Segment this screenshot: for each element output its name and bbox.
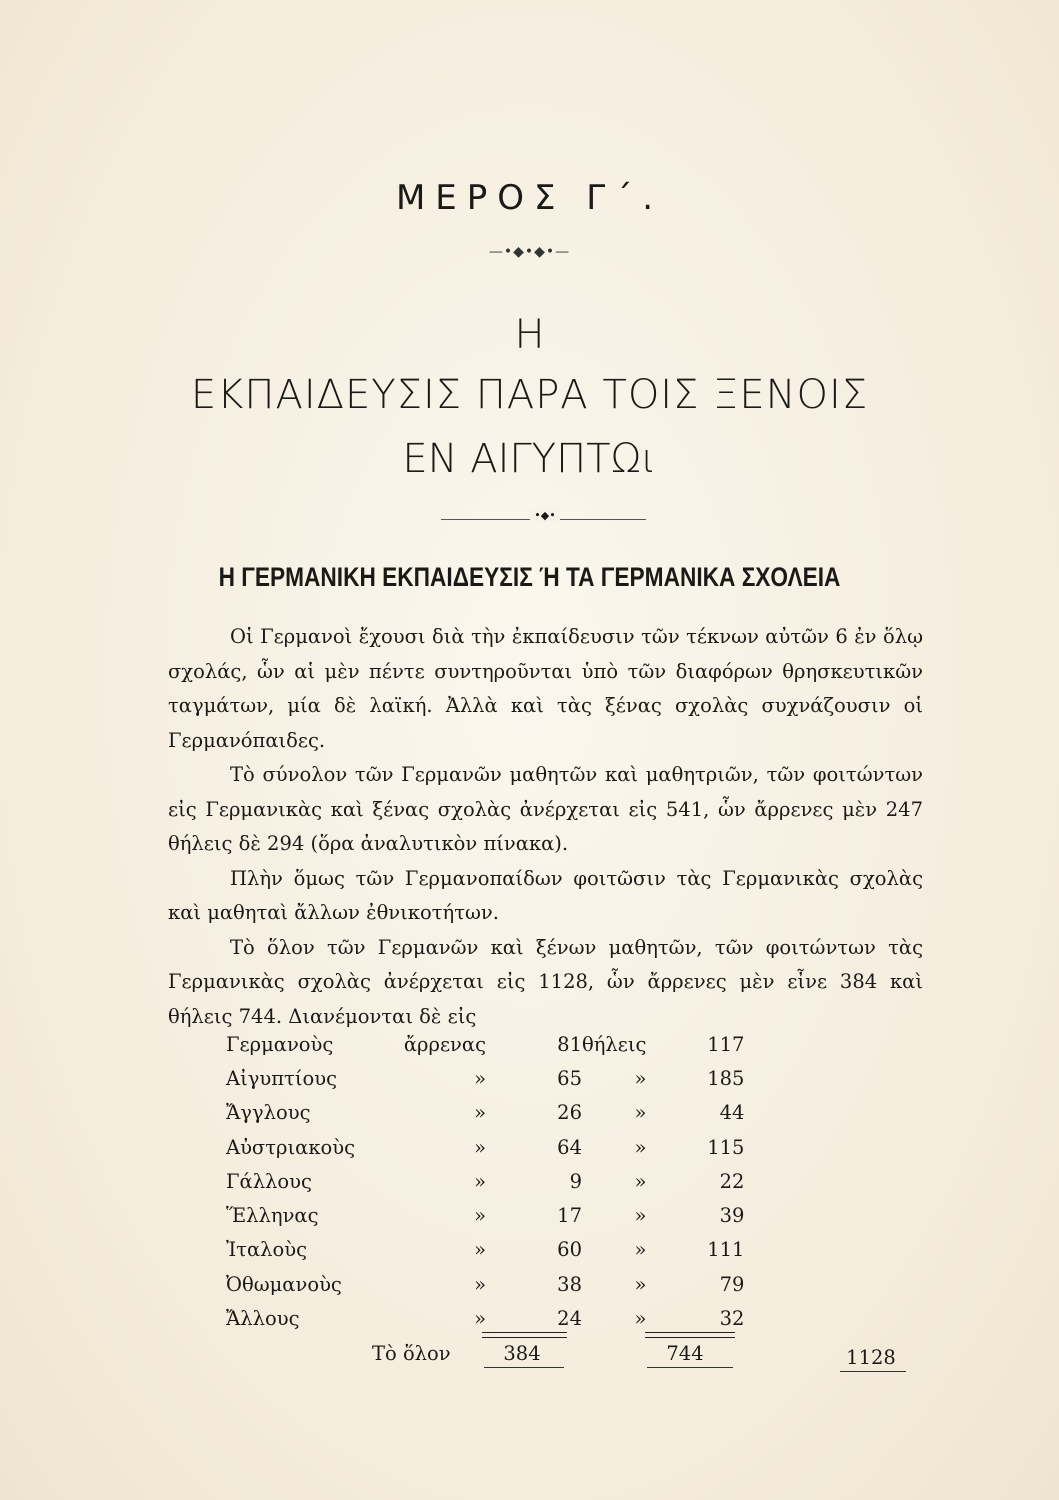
ditto-cell: » <box>474 1272 486 1296</box>
country-cell: Ἰταλοὺς <box>226 1238 307 1262</box>
ditto-cell: » <box>474 1135 486 1159</box>
ditto-cell: » <box>474 1101 486 1125</box>
female-count-cell: 111 <box>707 1238 745 1262</box>
part-title: ΜΕΡΟΣ Γ΄. <box>395 178 664 218</box>
underline-male <box>484 1367 564 1368</box>
table-row <box>226 1096 744 1130</box>
table-row <box>226 1233 744 1267</box>
ditto-cell: » <box>474 1169 486 1193</box>
total-rule-female <box>645 1332 735 1338</box>
underline-grand <box>840 1371 906 1372</box>
table-row <box>226 1301 744 1335</box>
grand-total: 1128 <box>846 1346 896 1369</box>
female-count-cell: 115 <box>707 1135 745 1159</box>
male-count-cell: 9 <box>569 1169 582 1193</box>
female-label-cell: θήλεις <box>582 1032 647 1056</box>
country-cell: Αἰγυπτίους <box>226 1066 338 1090</box>
male-count-cell: 24 <box>557 1307 582 1331</box>
ditto-cell: » <box>634 1238 647 1262</box>
country-cell: Ἄλλους <box>226 1307 300 1331</box>
ditto-cell: » <box>474 1307 486 1331</box>
female-count-cell: 39 <box>719 1204 745 1228</box>
ditto-cell: » <box>634 1135 647 1159</box>
underline-female <box>647 1367 733 1368</box>
total-female: 744 <box>666 1342 704 1365</box>
female-count-cell: 79 <box>719 1272 745 1296</box>
ditto-cell: » <box>634 1307 647 1331</box>
female-count-cell: 22 <box>719 1169 745 1193</box>
ditto-cell: » <box>634 1066 647 1090</box>
ditto-cell: » <box>474 1238 486 1262</box>
country-cell: Ὀθωμανοὺς <box>226 1272 342 1296</box>
ditto-cell: » <box>634 1204 647 1228</box>
ditto-cell: » <box>474 1066 486 1090</box>
table-row <box>226 1198 744 1232</box>
male-count-cell: 38 <box>557 1272 582 1296</box>
female-count-cell: 32 <box>719 1307 745 1331</box>
table-row <box>226 1061 744 1095</box>
total-rule-male <box>482 1332 567 1338</box>
country-cell: Γερμανοὺς <box>226 1032 334 1056</box>
table-row <box>226 1267 744 1301</box>
female-count-cell: 185 <box>707 1066 745 1090</box>
students-table <box>226 1027 744 1336</box>
paragraph-2: Τὸ σύνολον τῶν Γερμανῶν μαθητῶν καὶ μαθητριῶν, τῶν φοιτώντων εἰς Γερμανικὰς καὶ ξένας σχολὰς ἀνέρχεται εἰς 541, ὧν ἄρρενες μὲν 247 θήλεις δὲ 294 (ὅρα ἀναλυτικὸν πίνακα). <box>168 763 923 855</box>
country-cell: Ἄγγλους <box>226 1101 311 1125</box>
total-label: Τὸ ὅλον <box>372 1342 451 1365</box>
rule-ornament: •◆• <box>530 509 560 522</box>
main-title-line-3: ΕΝ ΑΙΓΥΠΤΩι <box>402 436 657 482</box>
male-count-cell: 17 <box>557 1204 582 1228</box>
male-count-cell: 26 <box>557 1101 582 1125</box>
ditto-cell: » <box>634 1169 647 1193</box>
ditto-cell: » <box>634 1101 647 1125</box>
paragraph-3: Πλὴν ὅμως τῶν Γερμανοπαίδων φοιτῶσιν τὰς Γερμανικὰς σχολὰς καὶ μαθηταὶ ἄλλων ἐθνικοτήτων. <box>168 866 923 924</box>
body-text <box>168 620 923 1034</box>
country-cell: Αὐστριακοὺς <box>226 1135 356 1159</box>
paragraph-4: Τὸ ὅλον τῶν Γερμανῶν καὶ ξένων μαθητῶν, τῶν φοιτώντων τὰς Γερμανικὰς σχολὰς ἀνέρχεται εἰς 1128, ὧν ἄρρενες μὲν εἶνε 384 καὶ θήλεις 744. Διανέμονται δὲ εἰς <box>168 935 923 1028</box>
country-cell: Γάλλους <box>226 1169 312 1193</box>
main-title-line-1: Η <box>514 312 545 358</box>
female-count-cell: 44 <box>719 1101 745 1125</box>
table-row <box>226 1130 744 1164</box>
table-row <box>226 1027 744 1061</box>
male-count-cell: 64 <box>557 1135 582 1159</box>
section-heading: Η ΓΕΡΜΑΝΙΚΗ ΕΚΠΑΙΔΕΥΣΙΣ Ή ΤΑ ΓΕΡΜΑΝΙΚΑ ΣΧΟΛΕΙΑ <box>218 562 841 592</box>
ditto-cell: » <box>634 1272 647 1296</box>
total-row <box>0 1332 1059 1392</box>
female-count-cell: 117 <box>707 1032 745 1056</box>
male-count-cell: 65 <box>557 1066 582 1090</box>
ditto-cell: » <box>474 1204 486 1228</box>
male-count-cell: 60 <box>557 1238 582 1262</box>
paragraph-1: Οἱ Γερμανοὶ ἔχουσι διὰ τὴν ἐκπαίδευσιν τῶν τέκνων αὐτῶν 6 ἐν ὅλῳ σχολάς, ὧν αἱ μὲν πέντε συντηροῦνται ὑπὸ τῶν διαφόρων θρησκευτικῶν ταγμάτων, μία δὲ λαϊκή. Ἀλλὰ καὶ τὰς ξένας σχολὰς συχνάζουσιν οἱ Γερμανόπαιδες. <box>168 625 923 752</box>
total-male: 384 <box>503 1342 541 1365</box>
country-cell: Ἕλληνας <box>226 1204 319 1228</box>
male-count-cell: 81 <box>557 1032 582 1056</box>
main-title-line-2: ΕΚΠΑΙΔΕΥΣΙΣ ΠΑΡΑ ΤΟΙΣ ΞΕΝΟΙΣ <box>190 372 869 418</box>
table-row <box>226 1164 744 1198</box>
ornament-divider: —•◆•◆•— <box>488 244 571 260</box>
male-label-cell: ἄρρενας <box>403 1032 486 1056</box>
